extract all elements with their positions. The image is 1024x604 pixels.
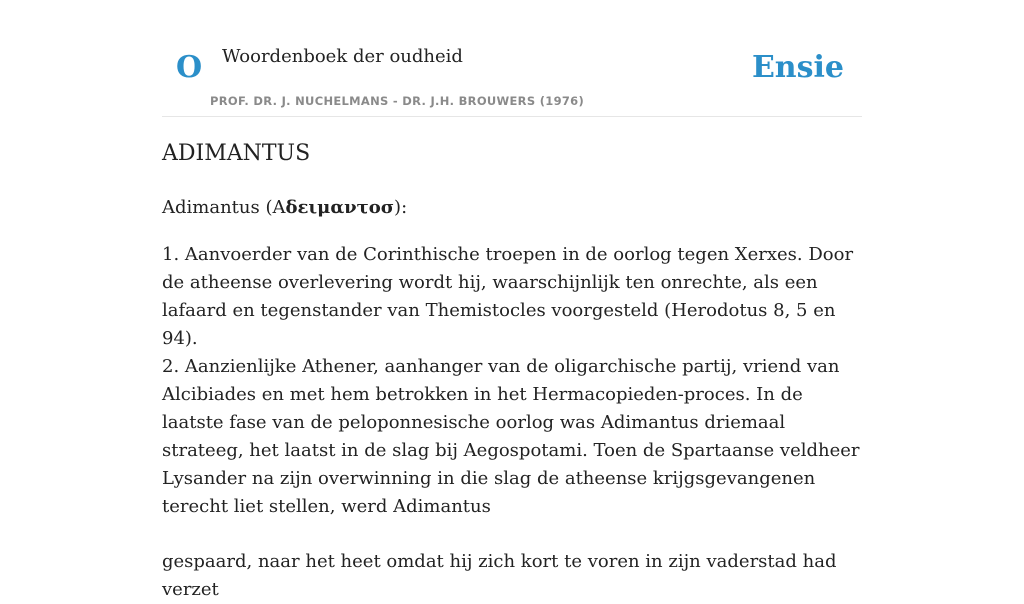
entry-content xyxy=(162,138,862,604)
lemma-suffix: ): xyxy=(394,197,408,218)
book-authors: PROF. DR. J. NUCHELMANS - DR. J.H. BROUWERS (1976) xyxy=(210,94,585,108)
entry-paragraph-3: gespaard, naar het heet omdat hij zich kort te voren in zijn vaderstad had verzet xyxy=(162,551,837,600)
entry-heading: ADIMANTUS xyxy=(162,141,311,166)
paragraph-gap xyxy=(162,521,862,548)
lemma-greek: δειμαντοσ xyxy=(285,197,395,218)
book-title[interactable]: Woordenboek der oudheid xyxy=(222,46,463,67)
book-logo-letter[interactable]: O xyxy=(176,50,203,85)
site-logo[interactable]: Ensie xyxy=(751,50,844,85)
book-header xyxy=(162,0,862,117)
lemma-line xyxy=(162,194,862,222)
entry-paragraph-1: 1. Aanvoerder van de Corinthische troepen in de oorlog tegen Xerxes. Door de atheense overlevering wordt hij, waarschijnlijk ten onrechte, als een lafaard en tegenstander van Themistocles voorgesteld (Herodotus 8, 5 en 94). xyxy=(162,244,854,349)
entry-paragraph-2: 2. Aanzienlijke Athener, aanhanger van de oligarchische partij, vriend van Alcibiades en met hem betrokken in het Hermacopieden-proces. In de laatste fase van de peloponnesische oorlog was Adimantus driemaal strateeg, het laatst in de slag bij Aegospotami. Toen de Spartaanse veldheer Lysander na zijn overwinning in die slag de atheense krijgsgevangenen terecht liet stellen, werd Adimantus xyxy=(162,356,860,517)
lemma-prefix: Adimantus (A xyxy=(162,197,286,218)
